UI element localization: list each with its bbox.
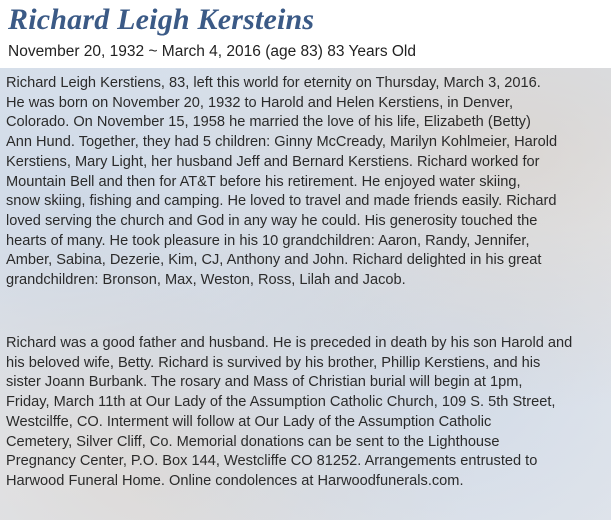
life-dates: November 20, 1932 ~ March 4, 2016 (age 83) 83 Years Old	[8, 43, 416, 60]
obituary-paragraph-1: Richard Leigh Kerstiens, 83, left this world for eternity on Thursday, March 3, 2016. He was born on November 20, 1932 to Harold and Helen Kerstiens, in Denver, Colorado. On November 15, 1958 he married the love of his life, Elizabeth (Betty) Ann Hund. Together, they had 5 children: Ginny McCready, Marilyn Kohlmeier, Harold Kerstiens, Mary Light, her husband Jeff and Bernard Kerstiens. Richard worked for Mountain Bell and then for AT&T before his retirement. He enjoyed water skiing, snow skiing, fishing and camping. He loved to travel and made friends easily. Richard loved serving the church and God in any way he could. His generosity touched the hearts of many. He took pleasure in his 10 grandchildren: Aaron, Randy, Jennifer, Amber, Sabina, Dezerie, Kim, CJ, Anthony and John. Richard delighted in his great grandchildren: Bronson, Max, Weston, Ross, Lilah and Jacob.	[6, 75, 558, 289]
obituary-header	[0, 0, 611, 68]
obituary-body	[0, 68, 611, 520]
obituary-paragraph-2: Richard was a good father and husband. He is preceded in death by his son Harold and his beloved wife, Betty. Richard is survived by his brother, Phillip Kerstiens, and his sister Joann Burbank. The rosary and Mass of Christian burial will begin at 1pm, Friday, March 11th at Our Lady of the Assumption Catholic Church, 109 S. 5th Street, Westcilffe, CO. Interment will follow at Our Lady of the Assumption Catholic Cemetery, Silver Cliff, Co. Memorial donations can be sent to the Lighthouse Pregnancy Center, P.O. Box 144, Westcliffe CO 81252. Arrangements entrusted to Harwood Funeral Home. Online condolences at Harwoodfunerals.com.	[6, 335, 573, 489]
deceased-name: Richard Leigh Kersteins	[8, 3, 315, 36]
